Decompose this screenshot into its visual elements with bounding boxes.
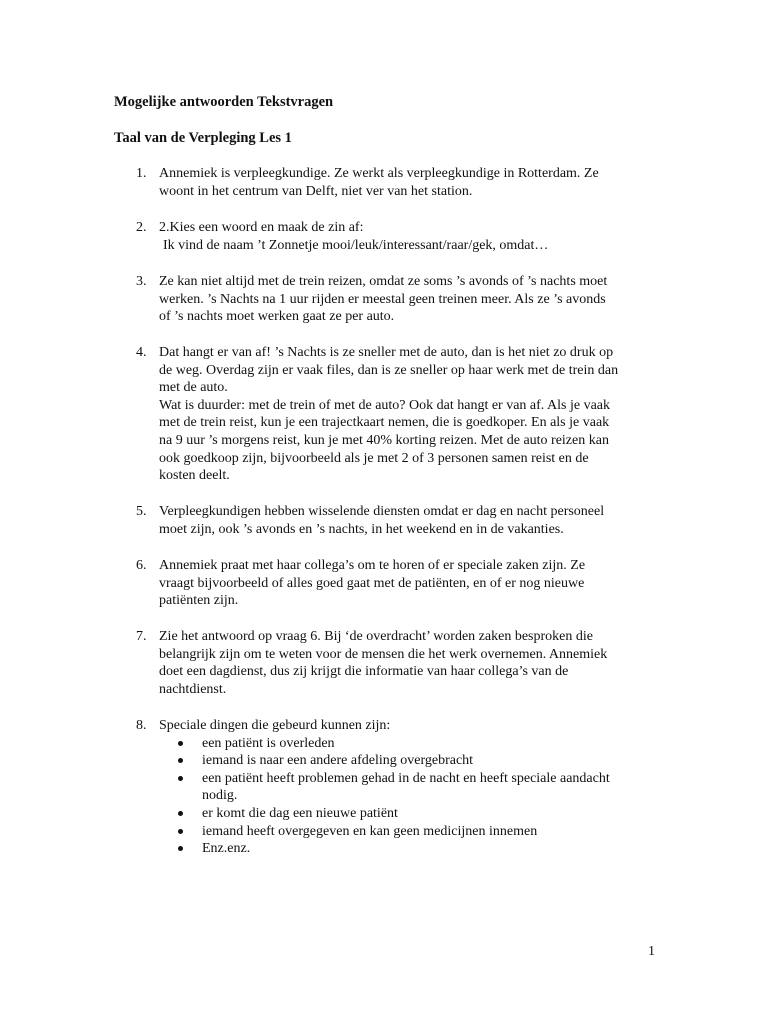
page-number: 1: [648, 944, 655, 959]
question-number: 2.: [136, 220, 147, 235]
bullet-text: iemand is naar een andere afdeling overgebracht: [202, 753, 474, 769]
answer-line: werken. ’s Nachts na 1 uur rijden er meestal geen treinen meer. Als ze ’s avonds: [159, 291, 606, 307]
question-number: 1.: [136, 166, 147, 181]
bullet-list: [159, 735, 659, 858]
bullet-item: [159, 805, 659, 823]
answer-line: Annemiek praat met haar collega’s om te horen of er speciale zaken zijn. Ze: [159, 558, 586, 573]
bullet-item: [159, 770, 659, 805]
answer-text: [159, 628, 659, 698]
answer-line: met de auto.: [159, 380, 228, 396]
bullet-icon: [178, 811, 183, 816]
answer-text: [159, 219, 659, 254]
bullet-text: een patiënt is overleden: [202, 735, 335, 751]
answer-line: of ’s nachts moet werken gaat ze per auto.: [159, 309, 395, 325]
answer-line: Speciale dingen die gebeurd kunnen zijn:: [159, 718, 391, 733]
bullet-icon: [178, 776, 183, 781]
answer-text: [159, 344, 659, 485]
bullet-item: [159, 840, 659, 858]
question-number: 4.: [136, 345, 147, 360]
bullet-icon: [178, 741, 183, 746]
answer-line: Verpleegkundigen hebben wisselende diensten omdat er dag en nacht personeel: [159, 504, 605, 519]
answer-line: met de trein reist, kun je een trajectkaart nemen, die is goedkoper. En als je vaak: [159, 415, 610, 431]
answer-text: [159, 503, 659, 538]
answer-line: kosten deelt.: [159, 468, 230, 484]
answer-text: [159, 557, 659, 610]
answer-line: ook goedkoop zijn, bijvoorbeeld als je met 2 of 3 personen samen reist en de: [159, 450, 589, 466]
answer-line: patiënten zijn.: [159, 593, 239, 609]
bullet-text: Enz.enz.: [202, 841, 251, 857]
answer-line: woont in het centrum van Delft, niet ver van het station.: [159, 183, 473, 199]
answer-line: doet een dagdienst, dus zij krijgt die informatie van haar collega’s van de: [159, 664, 569, 680]
answer-line: belangrijk zijn om te weten voor de mensen die het werk overnemen. Annemiek: [159, 646, 608, 662]
answer-text: [159, 717, 659, 858]
answer-line: Dat hangt er van af! ’s Nachts is ze sneller met de auto, dan is het niet zo druk op: [159, 345, 614, 360]
question-number: 7.: [136, 629, 147, 644]
answer-line: Zie het antwoord op vraag 6. Bij ‘de overdracht’ worden zaken besproken die: [159, 629, 593, 644]
bullet-item: [159, 752, 659, 770]
question-number: 5.: [136, 504, 147, 519]
lesson-title: Taal van de Verpleging Les 1: [114, 130, 292, 146]
answer-line: moet zijn, ook ’s avonds en ’s nachts, in het weekend en in de vakanties.: [159, 521, 564, 537]
bullet-item: [159, 823, 659, 841]
question-number: 6.: [136, 558, 147, 573]
bullet-text-continued: nodig.: [202, 788, 238, 804]
answer-line: Wat is duurder: met de trein of met de auto? Ook dat hangt er van af. Als je vaak: [159, 397, 611, 413]
bullet-text: een patiënt heeft problemen gehad in de nacht en heeft speciale aandacht: [202, 770, 610, 786]
bullet-icon: [178, 829, 183, 834]
bullet-text: er komt die dag een nieuwe patiënt: [202, 805, 398, 821]
answer-line: na 9 uur ’s morgens reist, kun je met 40% korting reizen. Met de auto reizen kan: [159, 432, 609, 448]
answer-line: vraagt bijvoorbeeld of alles goed gaat met de patiënten, en of er nog nieuwe: [159, 575, 585, 591]
answer-line: Ik vind de naam ’t Zonnetje mooi/leuk/interessant/raar/gek, omdat…: [163, 237, 549, 253]
answer-text: [159, 165, 659, 200]
answer-text: [159, 273, 659, 326]
bullet-icon: [178, 846, 183, 851]
document-title: Mogelijke antwoorden Tekstvragen: [114, 94, 334, 110]
question-number: 3.: [136, 274, 147, 289]
bullet-text: iemand heeft overgegeven en kan geen medicijnen innemen: [202, 823, 538, 839]
bullet-item: [159, 735, 659, 753]
bullet-icon: [178, 758, 183, 763]
answer-line: nachtdienst.: [159, 681, 227, 697]
question-number: 8.: [136, 718, 147, 733]
answer-line: de weg. Overdag zijn er vaak files, dan is ze sneller op haar werk met de trein dan: [159, 362, 619, 378]
answer-line: 2.Kies een woord en maak de zin af:: [159, 220, 364, 235]
answer-line: Ze kan niet altijd met de trein reizen, omdat ze soms ’s avonds of ’s nachts moet: [159, 274, 608, 289]
answer-line: Annemiek is verpleegkundige. Ze werkt als verpleegkundige in Rotterdam. Ze: [159, 166, 599, 181]
